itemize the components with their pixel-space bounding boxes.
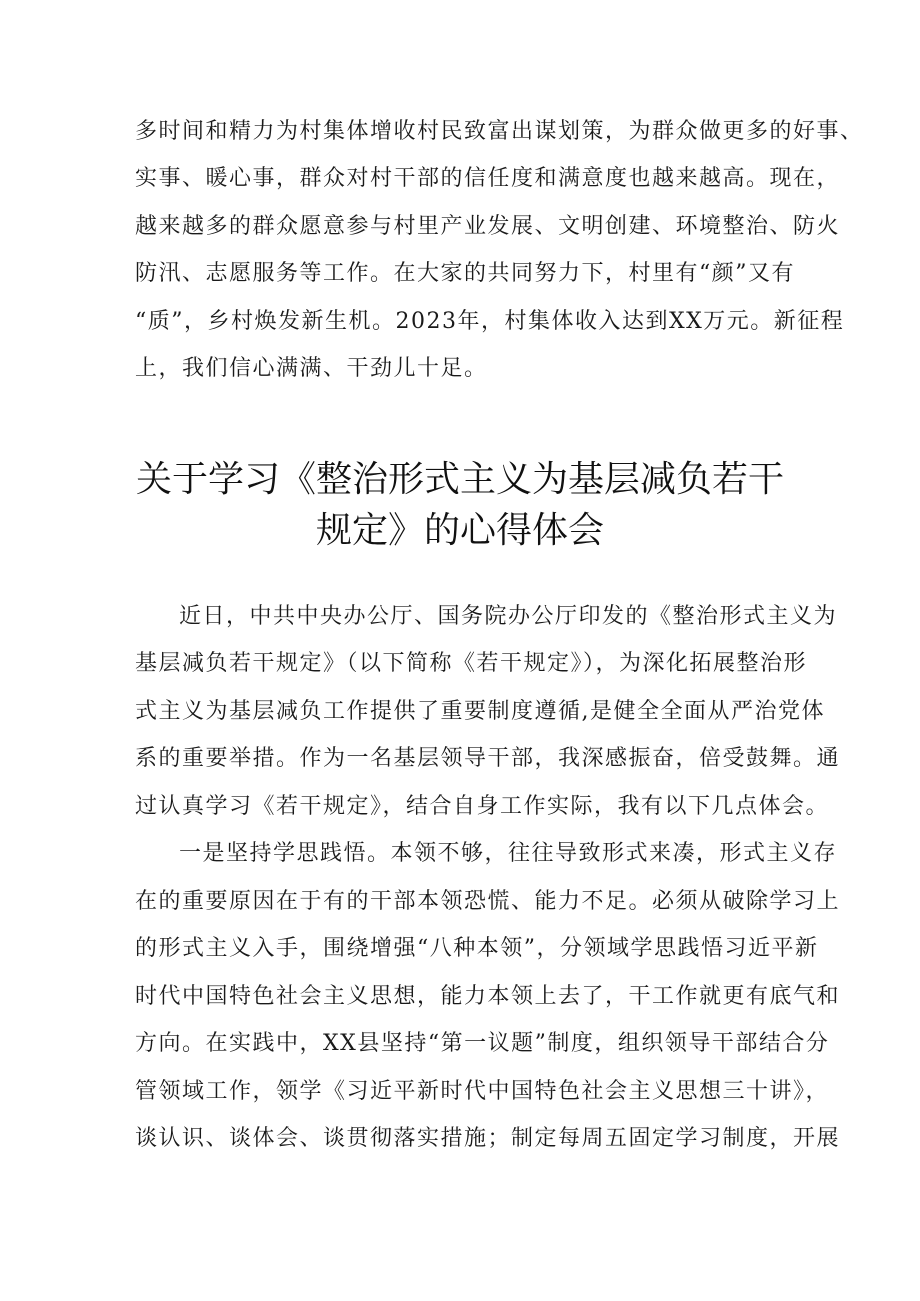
text-line: 多时间和精力为村集体增收村民致富出谋划策，为群众做更多的好事、 xyxy=(135,119,864,144)
text-line: 过认真学习《若干规定》，结合自身工作实际，我有以下几点体会。 xyxy=(135,794,830,819)
text-line: 管领域工作，领学《习近平新时代中国特色社会主义思想三十讲》， xyxy=(135,1079,830,1104)
text-line: 谈认识、谈体会、谈贯彻落实措施；制定每周五固定学习制度，开展 xyxy=(135,1126,841,1151)
text-line: 防汛、志愿服务等工作。在大家的共同努力下，村里有“颜”又有 xyxy=(135,261,795,286)
text-line: 实事、暖心事，群众对村干部的信任度和满意度也越来越高。现在， xyxy=(135,166,841,191)
title-line: 关于学习《整治形式主义为基层减负若干 xyxy=(135,459,784,500)
text-line: “质”，乡村焕发新生机。2023年，村集体收入达到XX万元。新征程 xyxy=(135,309,845,334)
text-line: 在的重要原因在于有的干部本领恐慌、能力不足。必须从破除学习上 xyxy=(135,889,841,914)
text-line: 越来越多的群众愿意参与村里产业发展、文明创建、环境整治、防火 xyxy=(135,214,841,239)
text-line: 基层减负若干规定》（以下简称《若干规定》），为深化拓展整治形 xyxy=(135,651,808,676)
text-line: 式主义为基层减负工作提供了重要制度遵循,是健全全面从严治党体 xyxy=(135,699,825,724)
title-line: 规定》的心得体会 xyxy=(315,510,604,551)
text-line: 近日，中共中央办公厅、国务院办公厅印发的《整治形式主义为 xyxy=(179,604,838,629)
text-line: 的形式主义入手，围绕增强“八种本领”，分领域学思践悟习近平新 xyxy=(135,936,819,961)
text-line: 系的重要举措。作为一名基层领导干部，我深感振奋，倍受鼓舞。通 xyxy=(135,746,841,771)
text-line: 一是坚持学思践悟。本领不够，往往导致形式来凑，形式主义存 xyxy=(179,841,838,866)
text-line: 时代中国特色社会主义思想，能力本领上去了，干工作就更有底气和 xyxy=(135,984,841,1009)
text-line: 上，我们信心满满、干劲儿十足。 xyxy=(135,356,488,381)
text-line: 方向。在实践中，XX县坚持“第一议题”制度，组织领导干部结合分 xyxy=(135,1031,830,1056)
